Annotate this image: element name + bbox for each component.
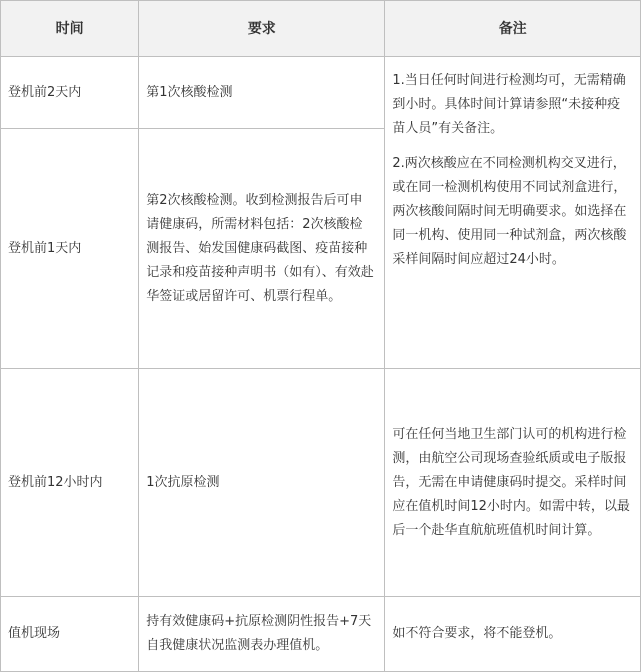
row-requirement-cell: 第1次核酸检测 bbox=[139, 57, 385, 129]
row-time-cell: 登机前2天内 bbox=[1, 57, 139, 129]
table-row bbox=[1, 57, 641, 129]
table-row bbox=[1, 369, 641, 597]
row-requirement-cell: 持有效健康码+抗原检测阴性报告+7天自我健康状况监测表办理值机。 bbox=[139, 597, 385, 672]
row-notes-cell: 如不符合要求，将不能登机。 bbox=[385, 597, 641, 672]
header-requirement: 要求 bbox=[139, 1, 385, 57]
row-time-cell: 登机前12小时内 bbox=[1, 369, 139, 597]
note-paragraph-2: 2.两次核酸应在不同检测机构交叉进行，或在同一检测机构使用不同试剂盒进行，两次核酸间隔时间无明确要求。如选择在同一机构、使用同一种试剂盒，两次核酸采样间隔时间应超过24小时。 bbox=[392, 156, 627, 267]
row-time-cell: 登机前1天内 bbox=[1, 129, 139, 369]
header-time: 时间 bbox=[1, 1, 139, 57]
row-notes-cell: 可在任何当地卫生部门认可的机构进行检测，由航空公司现场查验纸质或电子版报告，无需在申请健康码时提交。采样时间应在值机时间12小时内。如需中转，以最后一个赴华直航航班值机时间计算。 bbox=[385, 369, 641, 597]
note-paragraph-1: 1.当日任何时间进行检测均可，无需精确到小时。具体时间计算请参照“未接种疫苗人员”有关备注。 bbox=[392, 73, 626, 136]
table-row bbox=[1, 597, 641, 672]
row-requirement-cell: 第2次核酸检测。收到检测报告后可申请健康码，所需材料包括：2次核酸检测报告、始发国健康码截图、疫苗接种记录和疫苗接种声明书（如有）、有效赴华签证或居留许可、机票行程单。 bbox=[139, 129, 385, 369]
table-header-row bbox=[1, 1, 641, 57]
row-requirement-cell: 1次抗原检测 bbox=[139, 369, 385, 597]
header-notes: 备注 bbox=[385, 1, 641, 57]
merged-notes-cell bbox=[385, 57, 641, 369]
row-time-cell: 值机现场 bbox=[1, 597, 139, 672]
